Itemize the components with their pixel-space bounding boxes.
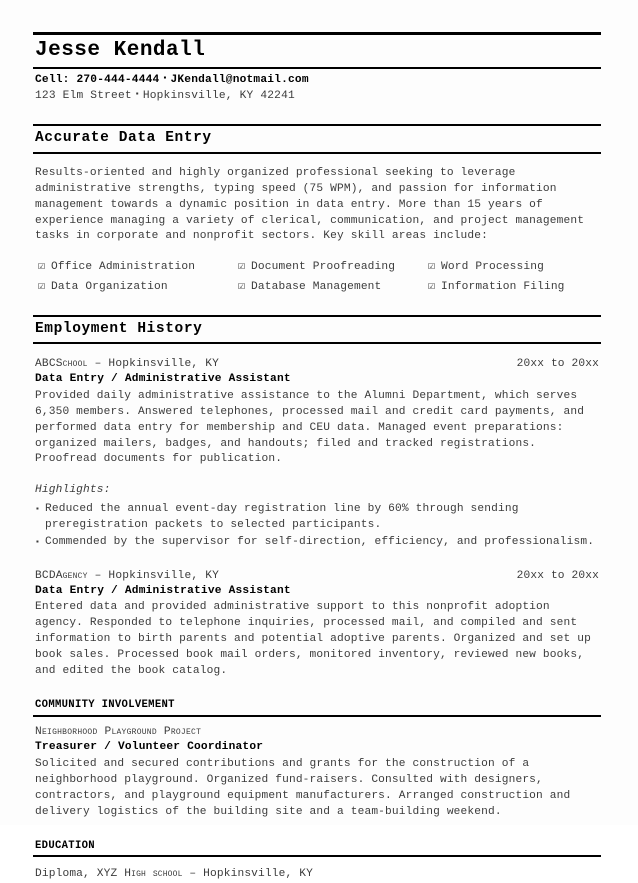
highlight-item bbox=[35, 535, 601, 551]
skill-item bbox=[428, 259, 601, 275]
skill-item bbox=[428, 279, 601, 295]
education-heading-rule bbox=[33, 855, 601, 857]
job-header-line bbox=[33, 569, 601, 584]
education-entry bbox=[33, 867, 601, 883]
job-description: Entered data and provided administrative support to this nonprofit adoption agency. Responded to telephone inquiries, processed mail, and compiled and sent information to birth parents and potential adoptive parents. Organized and set up book sales. Processed book mail orders, monitored inventory, reviewed new books, and edited the book catalog. bbox=[35, 601, 591, 678]
checkbox-checked-icon: ☑ bbox=[238, 279, 246, 293]
highlight-text: Commended by the supervisor for self-direction, efficiency, and professionalism. bbox=[45, 535, 595, 548]
highlights-block bbox=[33, 483, 601, 550]
employer-name bbox=[35, 357, 219, 372]
header-block bbox=[33, 32, 601, 104]
skill-label: Database Management bbox=[251, 280, 382, 293]
skill-item bbox=[38, 279, 238, 295]
skill-label: Office Administration bbox=[51, 261, 196, 274]
contact-primary-line bbox=[33, 69, 601, 88]
highlight-text: Reduced the annual event-day registration line by 60% through sending preregistration packets to selected participants. bbox=[45, 502, 519, 531]
employer-location: – Hopkinsville, KY bbox=[87, 569, 220, 582]
employment-heading-bottom-rule bbox=[33, 342, 601, 344]
separator-bullet-icon: ▪ bbox=[162, 74, 168, 84]
job-dates: 20xx to 20xx bbox=[516, 569, 599, 582]
square-bullet-icon: ▪ bbox=[35, 504, 40, 514]
job-entry bbox=[33, 569, 601, 680]
email-address[interactable]: JKendall@notmail.com bbox=[170, 74, 309, 87]
education-section bbox=[33, 840, 601, 858]
checkbox-checked-icon: ☑ bbox=[38, 279, 46, 293]
job-description: Provided daily administrative assistance to the Alumni Department, which serves 6,350 members. Answered telephones, processed mail and credit card payments, and performed data entry for membership and CEU data. Managed event preparations: organized mailers, badges, and handouts; filed and tracked registrations. Proofread documents for publication. bbox=[35, 389, 585, 466]
employer-location: – Hopkinsville, KY bbox=[87, 358, 220, 370]
job-title: Data Entry / Administrative Assistant bbox=[35, 584, 291, 597]
skill-label: Word Processing bbox=[441, 261, 544, 274]
employer-initials: ABC bbox=[35, 358, 56, 370]
employer-word: Agency bbox=[55, 569, 88, 582]
checkbox-checked-icon: ☑ bbox=[428, 279, 436, 293]
community-heading: COMMUNITY INVOLVEMENT bbox=[35, 699, 175, 712]
separator-bullet-icon: ▪ bbox=[134, 90, 140, 100]
objective-heading-bottom-rule bbox=[33, 152, 601, 154]
school-initials: XYZ bbox=[96, 868, 125, 881]
school-name: High school bbox=[124, 868, 183, 881]
employment-section bbox=[33, 315, 601, 344]
skill-item bbox=[238, 279, 428, 295]
community-section bbox=[33, 699, 601, 717]
job-header-line bbox=[33, 357, 601, 372]
contact-address-line bbox=[33, 88, 601, 104]
checkbox-checked-icon: ☑ bbox=[238, 260, 246, 274]
skill-label: Information Filing bbox=[441, 280, 565, 293]
employer-word: School bbox=[55, 358, 88, 370]
employer-initials: BCD bbox=[35, 569, 56, 582]
highlight-item bbox=[35, 502, 601, 534]
skill-label: Data Organization bbox=[51, 280, 168, 293]
objective-heading: Accurate Data Entry bbox=[35, 130, 212, 147]
job-entry bbox=[33, 357, 601, 551]
square-bullet-icon: ▪ bbox=[35, 537, 40, 547]
objective-section bbox=[33, 124, 601, 153]
skill-item bbox=[38, 259, 238, 275]
school-location: – Hopkinsville, KY bbox=[182, 868, 313, 881]
objective-summary: Results-oriented and highly organized professional seeking to leverage administrative strengths, typing speed (75 WPM), and passion for information management towards a dynamic position in data entry. More than 15 years of experience managing a variety of clerical, communication, and project management tasks in corporate and nonprofit sectors. Key skill areas include: bbox=[35, 166, 585, 243]
volunteer-role-title: Treasurer / Volunteer Coordinator bbox=[35, 741, 264, 754]
education-heading: EDUCATION bbox=[35, 839, 95, 852]
job-title: Data Entry / Administrative Assistant bbox=[35, 373, 291, 386]
employer-name bbox=[35, 569, 219, 584]
job-dates: 20xx to 20xx bbox=[516, 358, 599, 370]
skill-item bbox=[238, 259, 428, 275]
highlights-label: Highlights: bbox=[35, 484, 111, 497]
street-address: 123 Elm Street bbox=[35, 90, 132, 103]
employment-heading: Employment History bbox=[35, 320, 203, 337]
city-state-zip: Hopkinsville, KY 42241 bbox=[142, 90, 295, 103]
community-description: Solicited and secured contributions and grants for the construction of a neighborhood playground. Organized fund-raisers. Consulted with designers, contractors, and playground equipment manufacturers. Arranged construction and delivery logistics of the building site and a team-building weekend. bbox=[35, 758, 571, 818]
page-title: Jesse Kendall bbox=[35, 39, 206, 62]
checkbox-checked-icon: ☑ bbox=[38, 260, 46, 274]
skill-label: Document Proofreading bbox=[251, 261, 396, 274]
organization-name: Neighborhood Playground Project bbox=[35, 725, 202, 738]
community-heading-rule bbox=[33, 715, 601, 717]
degree-label: Diploma, bbox=[35, 868, 97, 881]
checkbox-checked-icon: ☑ bbox=[428, 260, 436, 274]
phone-number: Cell: 270-444-4444 bbox=[35, 74, 160, 87]
skills-grid bbox=[33, 259, 601, 294]
